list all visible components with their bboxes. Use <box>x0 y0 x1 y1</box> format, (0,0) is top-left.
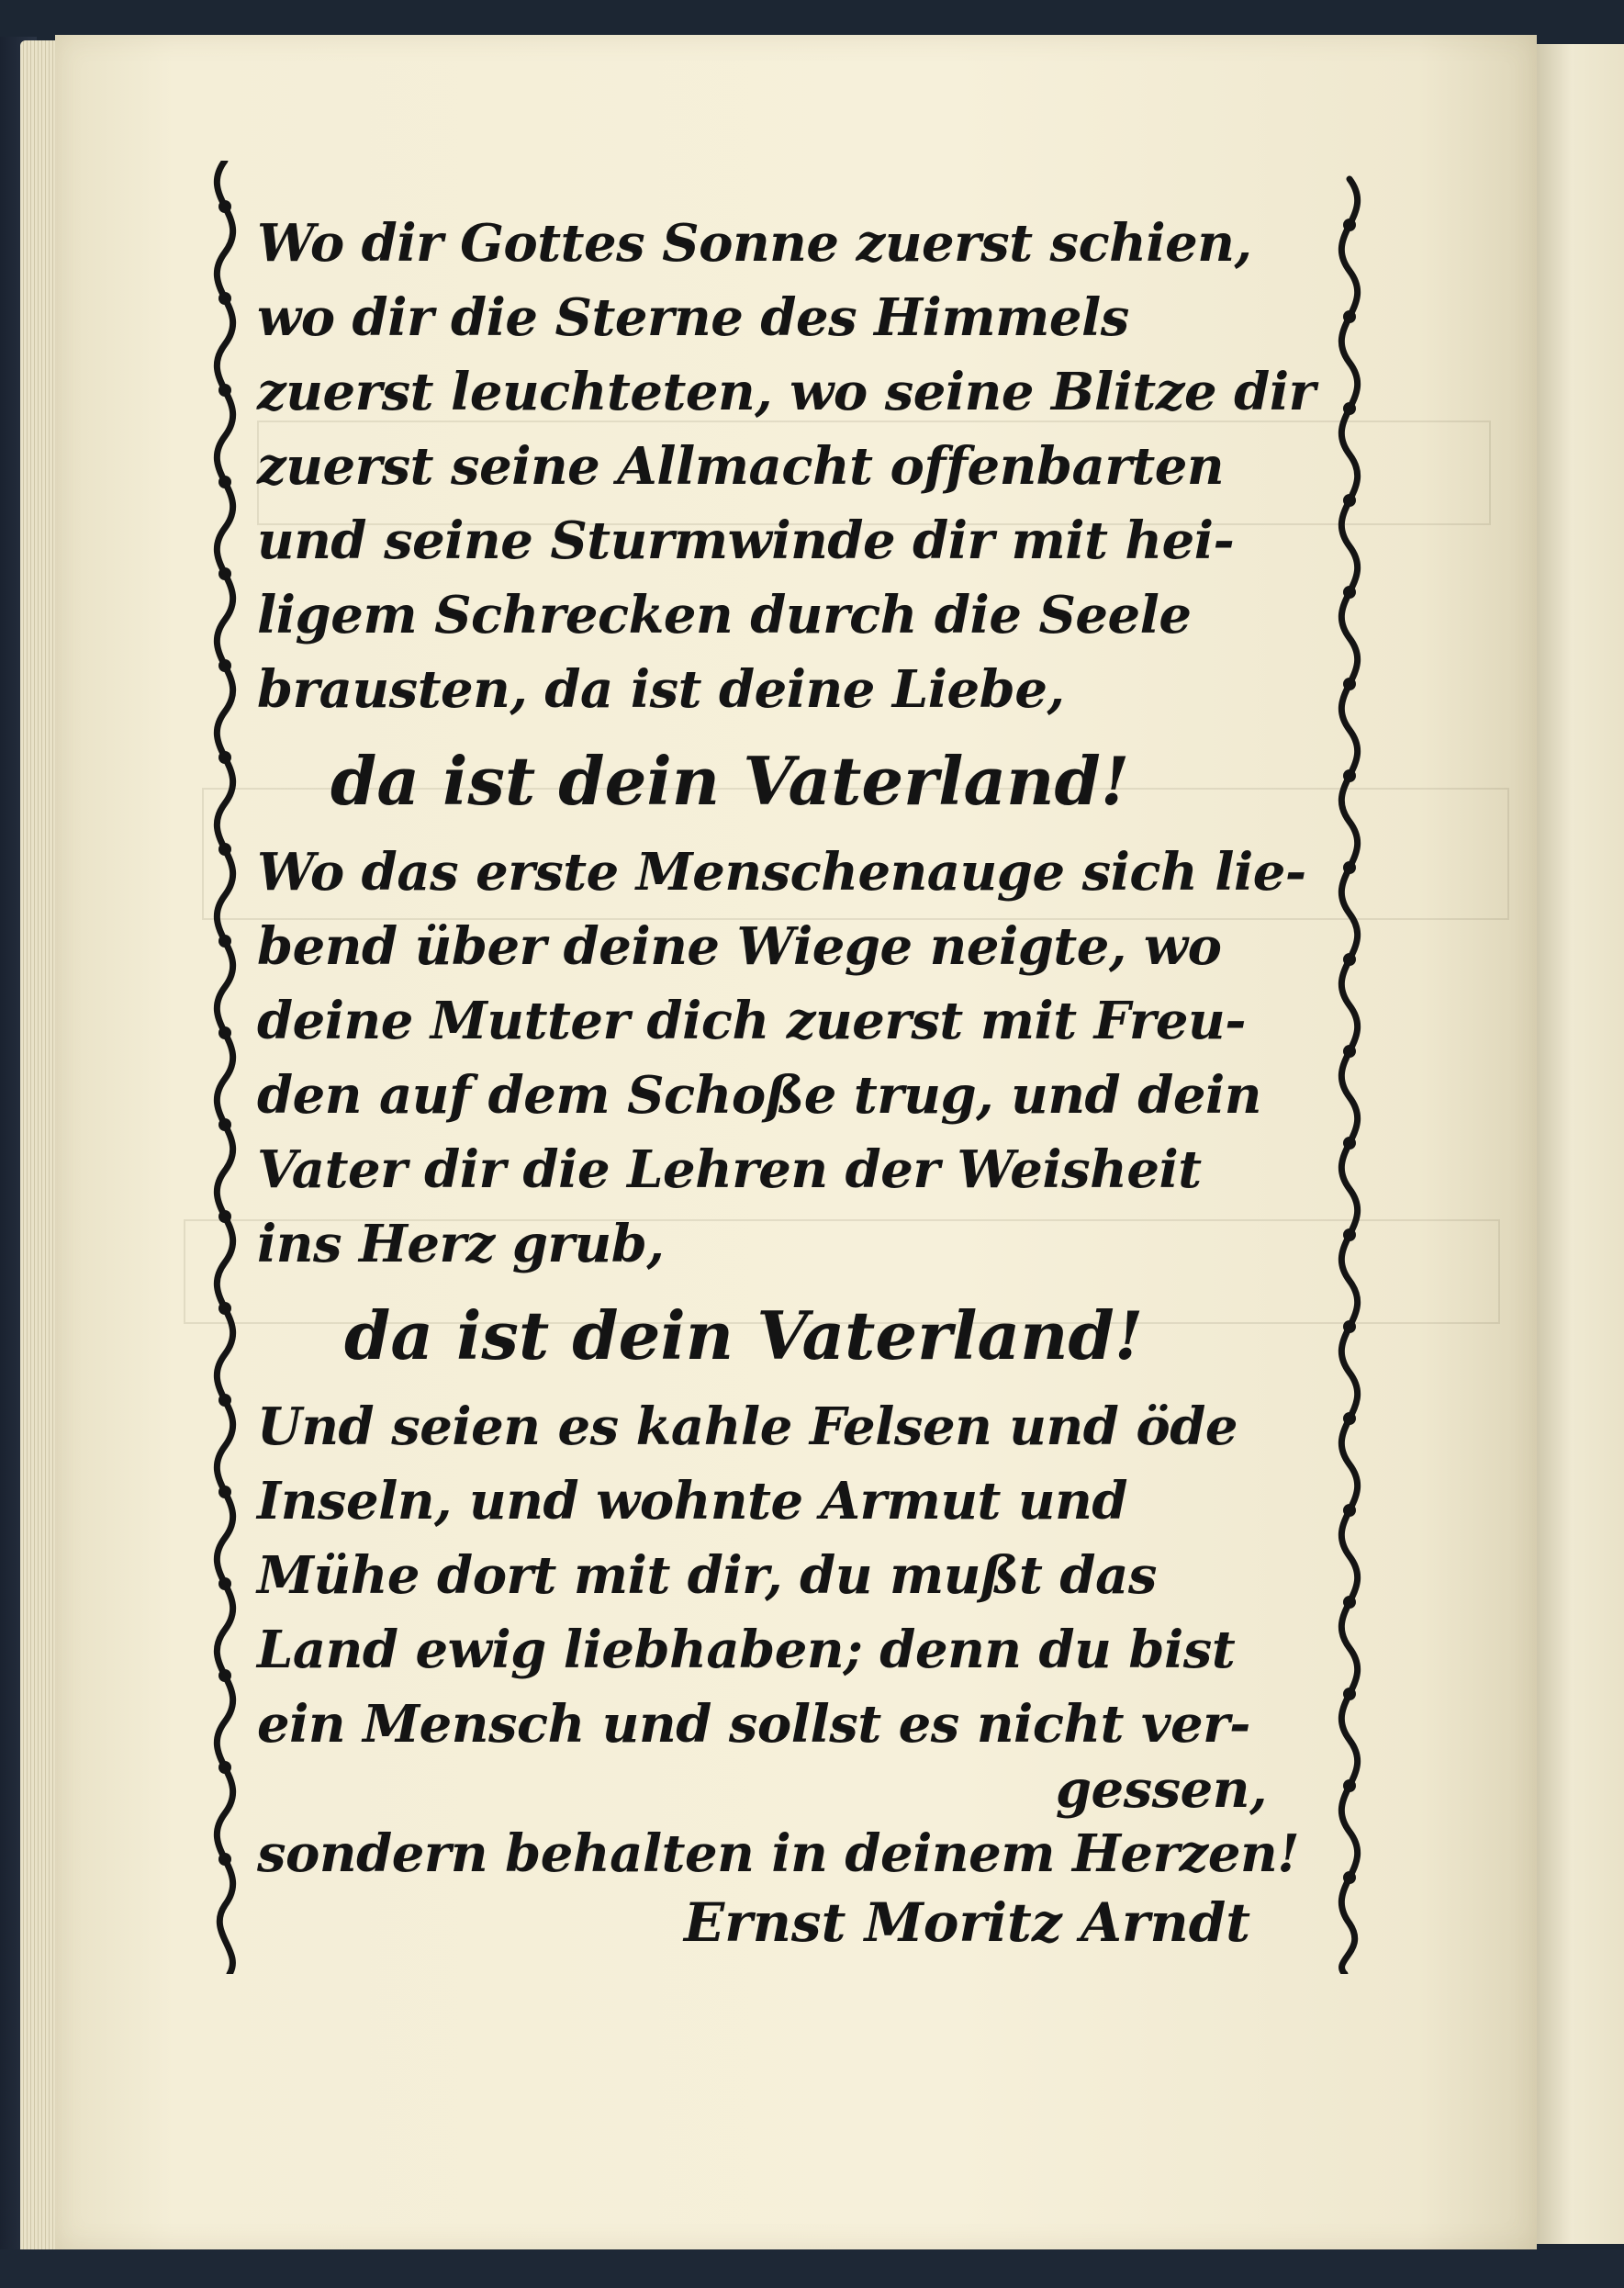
poem-line: ligem Schrecken durch die Seele <box>257 585 1192 645</box>
poem-line: brausten, da ist deine Liebe, <box>257 659 1065 720</box>
poem-line: und seine Sturmwinde dir mit hei- <box>257 510 1235 571</box>
refrain-line: da ist dein Vaterland! <box>330 742 1130 820</box>
poem-line: deine Mutter dich zuerst mit Freu- <box>257 991 1246 1051</box>
poem-line: bend über deine Wiege neigte, wo <box>257 916 1222 977</box>
refrain-line: da ist dein Vaterland! <box>344 1296 1144 1374</box>
author-signature: Ernst Moritz Arndt <box>684 1891 1251 1954</box>
poem-line: wo dir die Sterne des Himmels <box>257 287 1129 348</box>
poem-line: Vater dir die Lehren der Weisheit <box>257 1139 1202 1200</box>
poem-line: zuerst seine Allmacht offenbarten <box>257 436 1225 497</box>
poem-line: Und seien es kahle Felsen und öde <box>257 1396 1238 1457</box>
poem-line: zuerst leuchteten, wo seine Blitze dir <box>257 362 1316 422</box>
poem-line: ein Mensch und sollst es nicht ver- <box>257 1694 1250 1755</box>
poem-line: den auf dem Schoße trug, und dein <box>257 1065 1261 1126</box>
poem-line-hyphen-end: gessen, <box>1055 1759 1267 1820</box>
poem-line: Wo das erste Menschenauge sich lie- <box>257 842 1306 903</box>
ornamental-border-left <box>188 161 262 1974</box>
poem-line: Land ewig liebhaben; denn du bist <box>257 1620 1236 1680</box>
poem-text <box>257 207 1316 1891</box>
facing-page-edge <box>1537 44 1624 2244</box>
poem-line: Inseln, und wohnte Armut und <box>257 1471 1127 1531</box>
poem-line: ins Herz grub, <box>257 1214 665 1274</box>
ornamental-border-right <box>1313 161 1386 1974</box>
poem-line: Mühe dort mit dir, du mußt das <box>257 1545 1157 1606</box>
book-cover-bottom <box>0 2249 1624 2288</box>
poem-line: Wo dir Gottes Sonne zuerst schien, <box>257 213 1252 274</box>
poem-line: sondern behalten in deinem Herzen! <box>257 1823 1300 1884</box>
